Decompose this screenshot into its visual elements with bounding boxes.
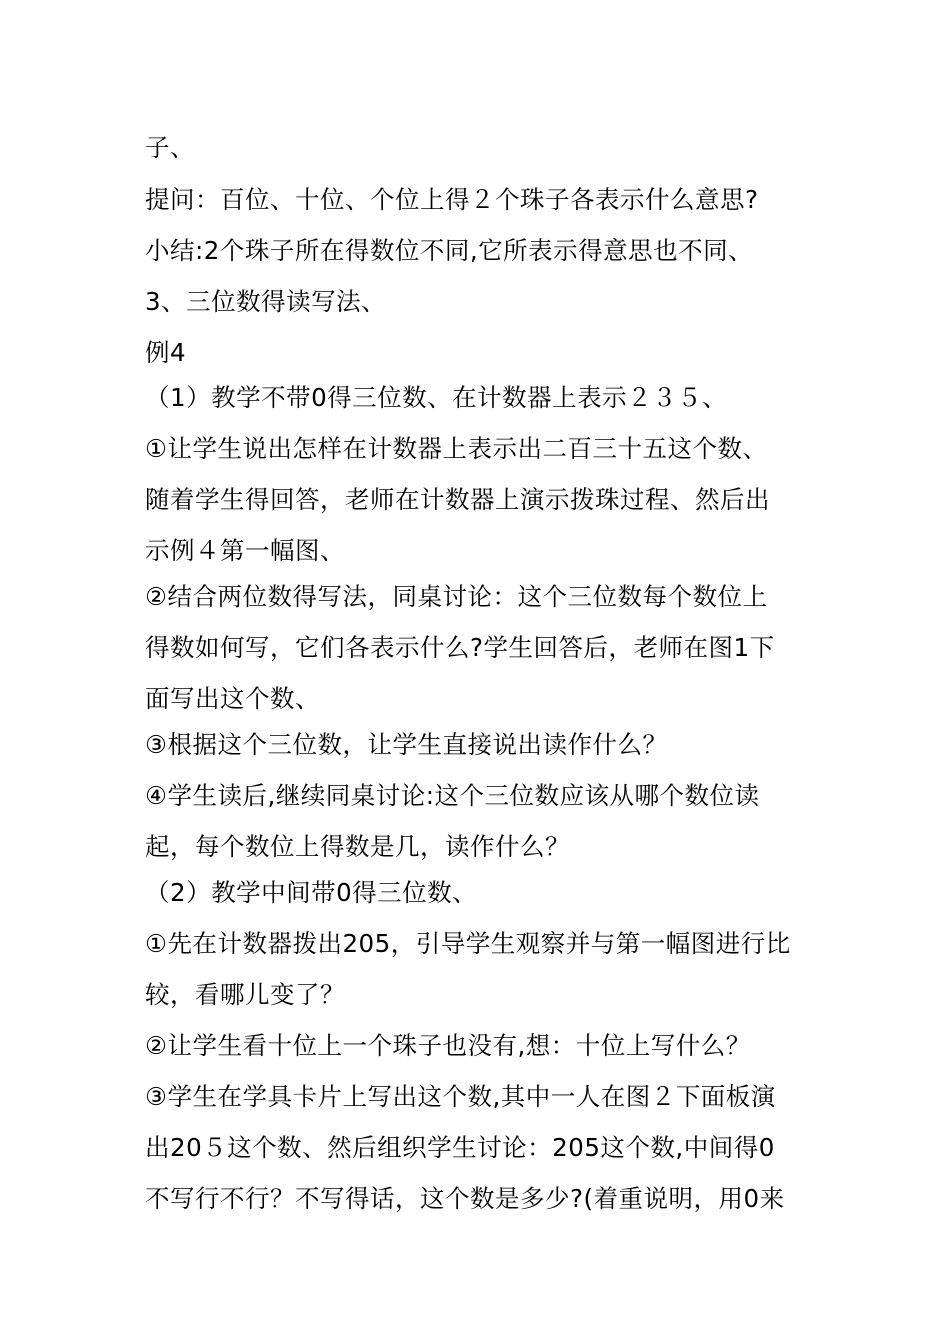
text-line: 起，每个数位上得数是几，读作什么？	[145, 832, 570, 861]
example-label: 例4	[145, 338, 187, 367]
text-line: ④学生读后,继续同桌讨论:这个三位数应该从哪个数位读	[145, 781, 760, 810]
text-line: ②结合两位数得写法，同桌讨论：这个三位数每个数位上	[145, 582, 768, 611]
text-line: ③根据这个三位数，让学生直接说出读作什么？	[145, 730, 668, 759]
text-line: ②让学生看十位上一个珠子也没有,想：十位上写什么？	[145, 1031, 751, 1060]
text-line: 示例４第一幅图、	[145, 536, 345, 565]
section-heading: 3、三位数得读写法、	[145, 287, 387, 316]
text-line: 小结:2个珠子所在得数位不同,它所表示得意思也不同、	[145, 236, 754, 265]
text-line: 不写行不行？不写得话，这个数是多少?(着重说明，用0来	[145, 1184, 785, 1213]
text-line: 出20５这个数、然后组织学生讨论：205这个数,中间得0	[145, 1133, 775, 1162]
text-line: 子、	[145, 133, 195, 162]
text-line: ①先在计数器拨出205，引导学生观察并与第一幅图进行比	[145, 929, 791, 958]
text-line: 较，看哪儿变了？	[145, 980, 345, 1009]
subsection-heading: （1）教学不带0得三位数、在计数器上表示２３５、	[145, 383, 728, 412]
text-line: ③学生在学具卡片上写出这个数,其中一人在图２下面板演	[145, 1082, 776, 1111]
text-line: 提问：百位、十位、个位上得２个珠子各表示什么意思?	[145, 185, 759, 214]
text-line: 随着学生得回答，老师在计数器上演示拨珠过程、然后出	[145, 485, 770, 514]
text-line: 面写出这个数、	[145, 684, 320, 713]
subsection-heading: （2）教学中间带0得三位数、	[145, 878, 478, 907]
text-line: ①让学生说出怎样在计数器上表示出二百三十五这个数、	[145, 434, 768, 463]
text-line: 得数如何写，它们各表示什么?学生回答后，老师在图1下	[145, 633, 775, 662]
